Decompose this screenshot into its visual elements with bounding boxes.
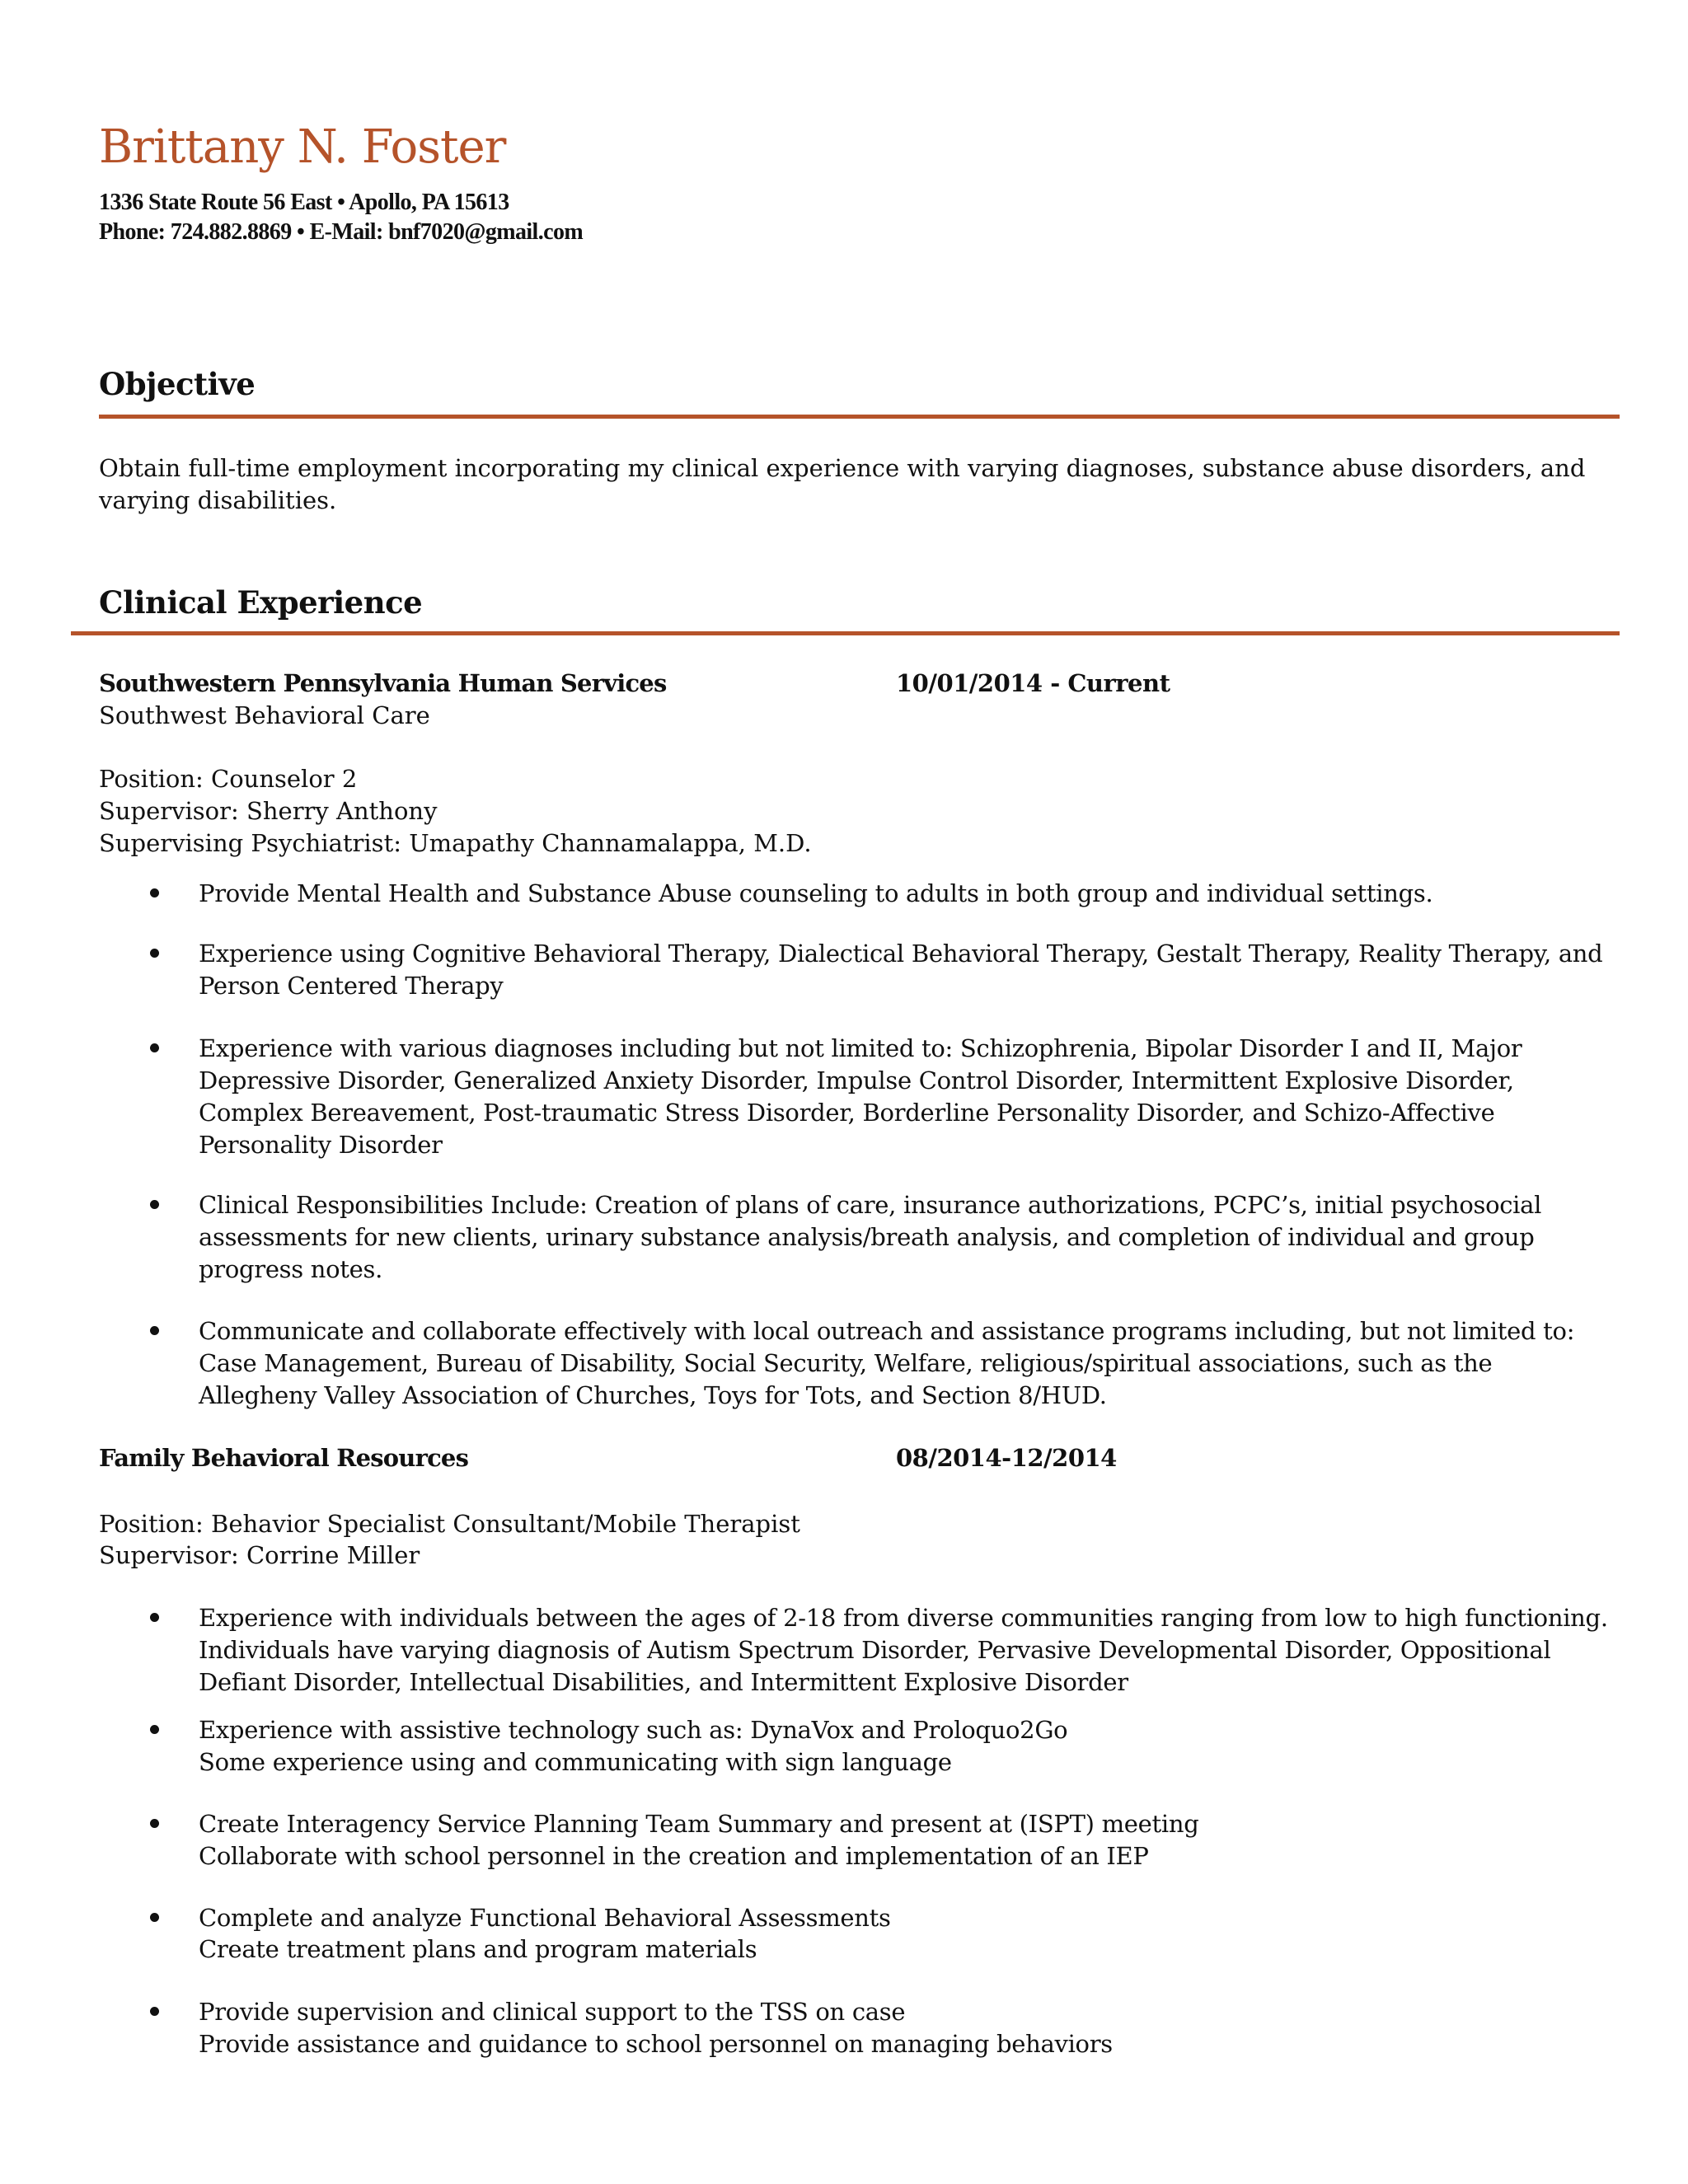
job-employer: Family Behavioral Resources bbox=[99, 1444, 469, 1472]
phone-email-line: Phone: 724.882.8869 • E-Mail: bnf7020@gmail.com bbox=[99, 219, 584, 245]
list-item-text: Create treatment plans and program materials bbox=[199, 1935, 757, 1963]
job-division: Southwest Behavioral Care bbox=[99, 701, 430, 729]
bullet-icon bbox=[150, 1200, 159, 1209]
job-dates: 08/2014-12/2014 bbox=[896, 1444, 1117, 1472]
bullet-icon bbox=[150, 1326, 159, 1335]
list-item-text: Provide supervision and clinical support to the TSS on case bbox=[199, 1998, 906, 2026]
list-item-text: Some experience using and communicating with sign language bbox=[199, 1748, 952, 1776]
bullet-icon bbox=[150, 1725, 159, 1734]
address-line: 1336 State Route 56 East • Apollo, PA 15613 bbox=[99, 190, 509, 215]
list-item-text: Experience with various diagnoses including but not limited to: Schizophrenia, Bipolar Disorder I and II, Major Depressive Disorder, Generalized Anxiety Disorder, Impulse Control Disorder, Intermittent Explosive Disorder, Complex Bereavement, Post-traumatic Stress Disorder, Borderline Personality Disorder, and Schizo-Affective Personality Disorder bbox=[199, 1034, 1522, 1159]
bullet-icon bbox=[150, 888, 159, 898]
job-supervisor: Supervisor: Sherry Anthony bbox=[99, 797, 438, 825]
objective-divider bbox=[99, 415, 1620, 419]
list-item-text: Clinical Responsibilities Include: Creation of plans of care, insurance authorizations, PCPC’s, initial psychosocial assessments for new clients, urinary substance analysis/breath analysis, and completion of individual and group progress notes. bbox=[199, 1191, 1542, 1283]
bullet-icon bbox=[150, 2007, 159, 2016]
list-item-text: Complete and analyze Functional Behavioral Assessments bbox=[199, 1904, 891, 1932]
list-item-text: Experience with assistive technology such as: DynaVox and Proloquo2Go bbox=[199, 1716, 1068, 1744]
job-supervisor: Supervisor: Corrine Miller bbox=[99, 1541, 420, 1569]
job-position: Position: Behavior Specialist Consultant/Mobile Therapist bbox=[99, 1510, 800, 1538]
bullet-icon bbox=[150, 1613, 159, 1622]
bullet-icon bbox=[150, 1043, 159, 1052]
clinical-experience-divider bbox=[71, 631, 1620, 635]
candidate-name: Brittany N. Foster bbox=[99, 120, 506, 174]
job-employer: Southwestern Pennsylvania Human Services bbox=[99, 669, 667, 697]
bullet-icon bbox=[150, 1819, 159, 1828]
job-dates: 10/01/2014 - Current bbox=[896, 669, 1170, 697]
list-item-text: Experience with individuals between the ages of 2-18 from diverse communities ranging from low to high functioning. Individuals have varying diagnosis of Autism Spectrum Disorder, Pervasive Developmental Disorder, Oppositional Defiant Disorder, Intellectual Disabilities, and Intermittent Explosive Disorder bbox=[199, 1604, 1608, 1696]
job-position: Position: Counselor 2 bbox=[99, 765, 358, 793]
job-psychiatrist: Supervising Psychiatrist: Umapathy Channamalappa, M.D. bbox=[99, 829, 812, 857]
list-item-text: Provide Mental Health and Substance Abuse counseling to adults in both group and individual settings. bbox=[199, 879, 1433, 907]
list-item-text: Create Interagency Service Planning Team Summary and present at (ISPT) meeting bbox=[199, 1810, 1199, 1838]
bullet-icon bbox=[150, 1913, 159, 1922]
list-item-text: Collaborate with school personnel in the creation and implementation of an IEP bbox=[199, 1842, 1149, 1870]
clinical-experience-heading: Clinical Experience bbox=[99, 584, 423, 621]
list-item-text: Provide assistance and guidance to school personnel on managing behaviors bbox=[199, 2030, 1113, 2058]
list-item-text: Experience using Cognitive Behavioral Therapy, Dialectical Behavioral Therapy, Gestalt Therapy, Reality Therapy, and Person Centered Therapy bbox=[199, 940, 1603, 1000]
list-item-text: Communicate and collaborate effectively with local outreach and assistance programs including, but not limited to: Case Management, Bureau of Disability, Social Security, Welfare, religious/spiritual associations, such as the Allegheny Valley Association of Churches, Toys for Tots, and Section 8/HUD. bbox=[199, 1317, 1575, 1409]
bullet-icon bbox=[150, 949, 159, 958]
objective-heading: Objective bbox=[99, 366, 256, 402]
objective-text: Obtain full-time employment incorporating my clinical experience with varying diagnoses, substance abuse disorders, and varying disabilities. bbox=[99, 454, 1586, 514]
